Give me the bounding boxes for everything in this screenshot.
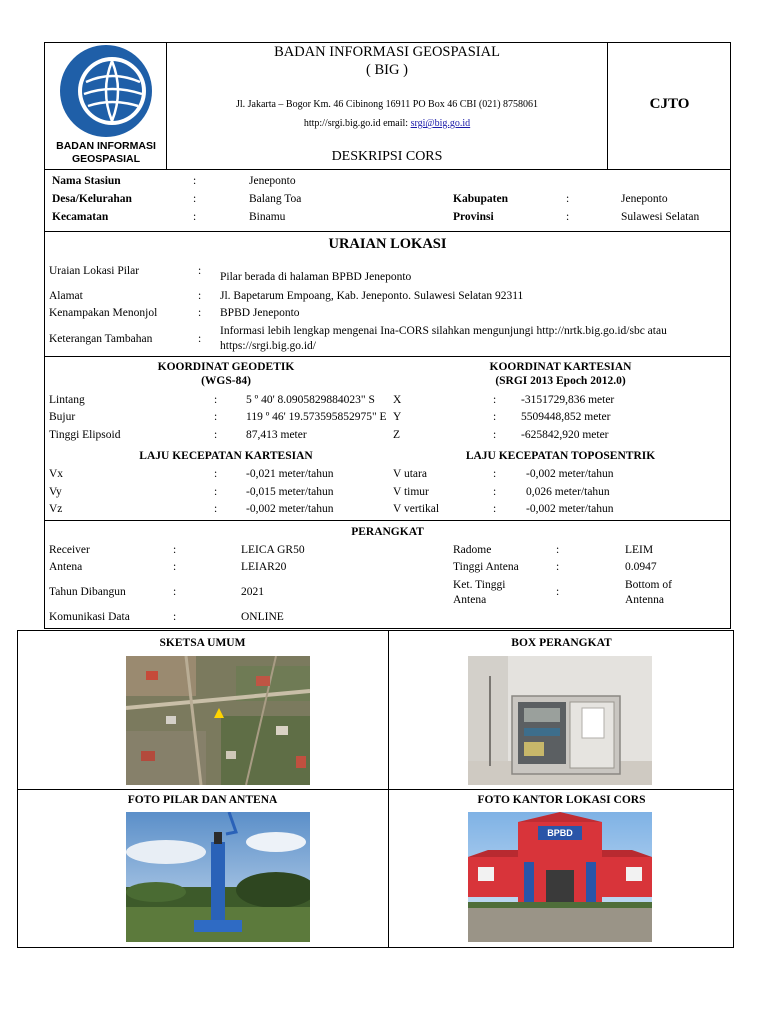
kabupaten-value: Jeneponto [621, 193, 668, 205]
desa-value: Balang Toa [249, 193, 302, 205]
pilar-antena-image [126, 812, 310, 942]
perangkat-title: PERANGKAT [351, 526, 424, 538]
antena-value: LEIAR20 [241, 561, 287, 573]
z-label: Z [393, 429, 401, 441]
tinggi-antena-label: Tinggi Antena [453, 561, 519, 573]
satellite-sketch-image [126, 656, 310, 785]
lintang-label: Lintang [49, 394, 85, 406]
tinggi-antena-colon: : [556, 561, 560, 573]
alamat-value: Jl. Bapetarum Empoang, Kab. Jeneponto. Sulawesi Selatan 92311 [220, 290, 524, 302]
receiver-value: LEICA GR50 [241, 544, 305, 556]
uraian-title: URAIAN LOKASI [328, 236, 447, 252]
koordinat-divider [44, 356, 731, 357]
logo-text-line1: BADAN INFORMASI [56, 140, 156, 152]
pilar-value: Pilar berada di halaman BPBD Jeneponto [220, 271, 412, 283]
komunikasi-colon: : [173, 611, 177, 623]
tinggi-antena-value: 0.0947 [625, 561, 657, 573]
lintang-value: 5 º 40' 8.0905829884023" S [246, 394, 375, 406]
keterangan-value-2: https://srgi.big.go.id/ [220, 340, 316, 352]
ket-tinggi-colon: : [556, 586, 560, 598]
y-label: Y [393, 411, 402, 423]
kenampakan-value: BPBD Jeneponto [220, 307, 300, 319]
receiver-colon: : [173, 544, 177, 556]
logo-text-line2: GEOSPASIAL [71, 153, 141, 165]
kartesian-sub: (SRGI 2013 Epoch 2012.0) [495, 375, 626, 387]
kenampakan-label: Kenampakan Menonjol [49, 307, 158, 319]
desa-colon: : [193, 193, 197, 205]
komunikasi-value: ONLINE [241, 611, 284, 623]
vy-label: Vy [49, 486, 62, 498]
doc-title: DESKRIPSI CORS [331, 149, 443, 164]
email-link[interactable]: srgi@big.go.id [410, 118, 471, 129]
tahun-label: Tahun Dibangun [49, 586, 126, 598]
box-perangkat-image [468, 656, 652, 785]
antena-label: Antena [49, 561, 83, 573]
ket-tinggi-value-2: Antenna [625, 594, 664, 606]
x-value: -3151729,836 meter [521, 394, 615, 406]
kecamatan-label: Kecamatan [52, 211, 109, 223]
vel-kartesian-title: LAJU KECEPATAN KARTESIAN [139, 450, 313, 462]
vu-label: V utara [393, 468, 427, 480]
vy-colon: : [214, 486, 218, 498]
foto-pilar-title: FOTO PILAR DAN ANTENA [127, 794, 278, 806]
vt-colon: : [493, 486, 497, 498]
kartesian-title: KOORDINAT KARTESIAN [489, 361, 632, 373]
bujur-value: 119 º 46' 19.573595852975" E [246, 411, 387, 423]
vv-value: -0,002 meter/tahun [526, 503, 614, 515]
ket-tinggi-value-1: Bottom of [625, 579, 672, 591]
provinsi-label: Provinsi [453, 211, 494, 223]
vv-colon: : [493, 503, 497, 515]
kenampakan-colon: : [198, 307, 202, 319]
nama-value: Jeneponto [249, 175, 296, 187]
y-colon: : [493, 411, 497, 423]
vt-value: 0,026 meter/tahun [526, 486, 610, 498]
antena-colon: : [173, 561, 177, 573]
receiver-label: Receiver [49, 544, 90, 556]
provinsi-value: Sulawesi Selatan [621, 211, 700, 223]
keterangan-value-1: Informasi lebih lengkap mengenai Ina-CORS silahkan mengunjungi http://nrtk.big.go.id/sbc atau [220, 325, 667, 337]
sketsa-title: SKETSA UMUM [159, 637, 246, 649]
tinggi-colon: : [214, 429, 218, 441]
org-name: BADAN INFORMASI GEOSPASIAL [274, 44, 500, 60]
ket-tinggi-label-1: Ket. Tinggi [453, 579, 506, 591]
kantor-cors-image [468, 812, 652, 942]
vu-value: -0,002 meter/tahun [526, 468, 614, 480]
ket-tinggi-label-2: Antena [453, 594, 487, 606]
vu-colon: : [493, 468, 497, 480]
geodetik-title: KOORDINAT GEODETIK [157, 361, 295, 373]
komunikasi-label: Komunikasi Data [49, 611, 130, 623]
vz-colon: : [214, 503, 218, 515]
provinsi-colon: : [566, 211, 570, 223]
vz-value: -0,002 meter/tahun [246, 503, 334, 515]
vt-label: V timur [393, 486, 429, 498]
perangkat-divider [44, 520, 731, 521]
bujur-label: Bujur [49, 411, 76, 423]
vy-value: -0,015 meter/tahun [246, 486, 334, 498]
big-logo [56, 44, 156, 138]
tahun-colon: : [173, 586, 177, 598]
org-abbr: ( BIG ) [366, 62, 408, 78]
tahun-value: 2021 [241, 586, 264, 598]
radome-colon: : [556, 544, 560, 556]
keterangan-label: Keterangan Tambahan [49, 333, 153, 345]
radome-label: Radome [453, 544, 492, 556]
bpbd-sign-text: BPBD [547, 828, 573, 838]
pilar-colon: : [198, 265, 202, 277]
kecamatan-value: Binamu [249, 211, 286, 223]
globe-logo-icon [56, 44, 156, 138]
alamat-label: Alamat [49, 290, 83, 302]
nama-label: Nama Stasiun [52, 175, 121, 187]
kabupaten-colon: : [566, 193, 570, 205]
y-value: 5509448,852 meter [521, 411, 611, 423]
kecamatan-colon: : [193, 211, 197, 223]
tinggi-value: 87,413 meter [246, 429, 307, 441]
z-colon: : [493, 429, 497, 441]
photo-grid-hline [17, 789, 734, 790]
alamat-colon: : [198, 290, 202, 302]
lintang-colon: : [214, 394, 218, 406]
vx-colon: : [214, 468, 218, 480]
desa-label: Desa/Kelurahan [52, 193, 132, 205]
vx-value: -0,021 meter/tahun [246, 468, 334, 480]
org-address: Jl. Jakarta – Bogor Km. 46 Cibinong 16911 PO Box 46 CBI (021) 8758061 [235, 99, 539, 110]
vv-label: V vertikal [393, 503, 440, 515]
x-label: X [393, 394, 402, 406]
nama-colon: : [193, 175, 197, 187]
vx-label: Vx [49, 468, 64, 480]
box-perangkat-title: BOX PERANGKAT [511, 637, 612, 649]
org-web [167, 118, 607, 129]
x-colon: : [493, 394, 497, 406]
tinggi-label: Tinggi Elipsoid [49, 429, 121, 441]
vel-toposentrik-title: LAJU KECEPATAN TOPOSENTRIK [465, 450, 656, 462]
foto-kantor-title: FOTO KANTOR LOKASI CORS [477, 794, 646, 806]
station-code: CJTO [649, 96, 690, 112]
web-prefix: http://srgi.big.go.id email: [303, 118, 411, 129]
pilar-label: Uraian Lokasi Pilar [49, 265, 140, 277]
radome-value: LEIM [625, 544, 654, 556]
geodetik-sub: (WGS-84) [201, 375, 251, 387]
z-value: -625842,920 meter [521, 429, 609, 441]
keterangan-colon: : [198, 333, 202, 345]
vz-label: Vz [49, 503, 63, 515]
bujur-colon: : [214, 411, 218, 423]
kabupaten-label: Kabupaten [453, 193, 508, 205]
